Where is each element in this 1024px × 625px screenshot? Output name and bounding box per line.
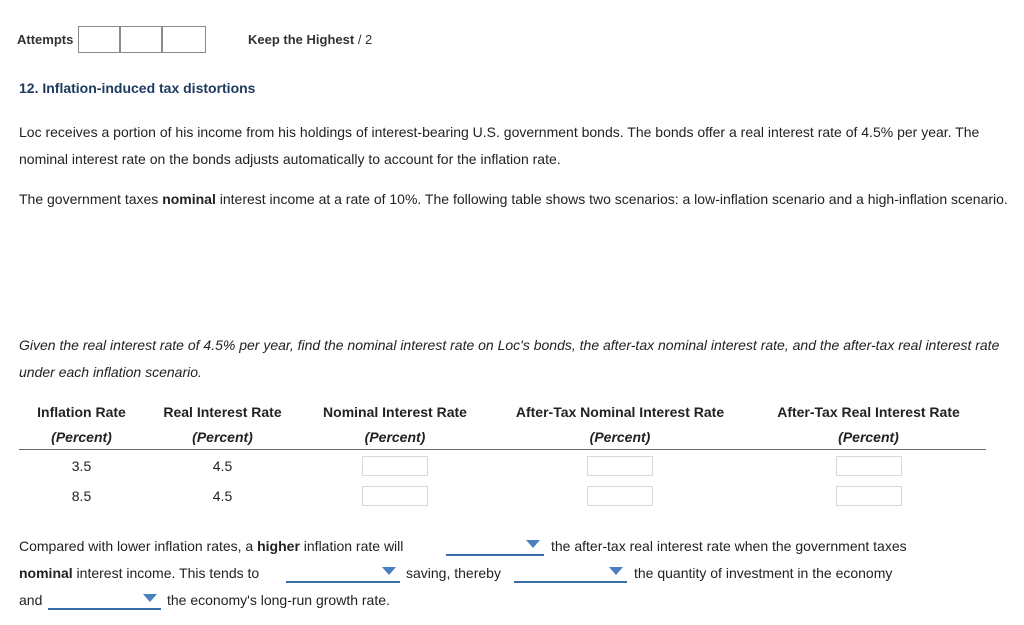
tax-text-before: The government taxes xyxy=(19,191,163,207)
sentence-part-3 xyxy=(19,565,259,581)
after-tax-real-input[interactable] xyxy=(836,486,902,506)
after-tax-nominal-input[interactable] xyxy=(587,486,653,506)
tax-text-after: interest income at a rate of 10%. The following table shows two scenarios: a low-inflation scenario and a high-inflation scenario. xyxy=(215,191,1008,207)
sentence-part-6: and xyxy=(19,592,43,608)
col-header-after-tax-real: After-Tax Real Interest Rate xyxy=(777,403,960,420)
inflation-rate-cell: 3.5 xyxy=(71,457,92,474)
chevron-down-icon xyxy=(143,594,157,602)
sentence-part-1 xyxy=(19,538,403,554)
real-rate-cell: 4.5 xyxy=(212,487,233,504)
after-tax-real-cell xyxy=(751,482,986,510)
dropdown-growth-effect[interactable] xyxy=(48,586,161,610)
after-tax-nominal-cell xyxy=(489,450,751,482)
col-header-after-tax-nominal: After-Tax Nominal Interest Rate xyxy=(515,403,725,420)
attempt-box xyxy=(121,27,163,52)
nominal-rate-cell xyxy=(301,450,489,482)
keep-highest-label: Keep the Highest xyxy=(248,32,355,47)
sentence-text: interest income. This tends to xyxy=(72,565,260,581)
keep-highest-value: / 2 xyxy=(357,32,373,47)
tax-text-bold: nominal xyxy=(162,191,216,207)
rates-table xyxy=(19,399,986,510)
after-tax-real-input[interactable] xyxy=(836,456,902,476)
intro-paragraph: Loc receives a portion of his income from his holdings of interest-bearing U.S. government bonds. The bonds offer a real interest rate of 4.5% per year. The nominal interest rate on the bonds adjusts automatically to account for the inflation rate. xyxy=(19,124,980,167)
col-subheader: (Percent) xyxy=(301,424,489,450)
col-subheader: (Percent) xyxy=(751,424,986,450)
nominal-rate-input[interactable] xyxy=(362,486,428,506)
sentence-part-2: the after-tax real interest rate when the government taxes xyxy=(551,538,907,554)
sentence-bold-nominal: nominal xyxy=(19,565,73,581)
question-title: 12. Inflation-induced tax distortions xyxy=(19,80,256,96)
attempt-box xyxy=(79,27,121,52)
table-header-row xyxy=(19,399,986,424)
sentence-text: Compared with lower inflation rates, a xyxy=(19,538,258,554)
tax-paragraph xyxy=(19,186,1009,213)
sentence-bold-higher: higher xyxy=(257,538,300,554)
after-tax-real-cell xyxy=(751,450,986,482)
attempts-bar xyxy=(17,26,206,53)
dropdown-inflation-effect[interactable] xyxy=(446,532,544,556)
nominal-rate-input[interactable] xyxy=(362,456,428,476)
after-tax-nominal-cell xyxy=(489,482,751,510)
chevron-down-icon xyxy=(526,540,540,548)
col-subheader: (Percent) xyxy=(489,424,751,450)
chevron-down-icon xyxy=(382,567,396,575)
dropdown-investment-effect[interactable] xyxy=(514,559,627,583)
sentence-part-7: the economy's long-run growth rate. xyxy=(167,592,390,608)
col-subheader: (Percent) xyxy=(19,424,144,450)
col-header-real: Real Interest Rate xyxy=(163,403,282,420)
keep-highest xyxy=(248,32,372,47)
chevron-down-icon xyxy=(609,567,623,575)
attempt-box xyxy=(163,27,205,52)
sentence-text: inflation rate will xyxy=(299,538,404,554)
col-subheader: (Percent) xyxy=(144,424,301,450)
table-subheader-row xyxy=(19,424,986,450)
sentence-part-5: the quantity of investment in the economy xyxy=(634,565,893,581)
col-header-nominal: Nominal Interest Rate xyxy=(323,403,467,420)
col-header-inflation: Inflation Rate xyxy=(37,403,126,420)
attempts-label: Attempts xyxy=(17,32,74,47)
after-tax-nominal-input[interactable] xyxy=(587,456,653,476)
nominal-rate-cell xyxy=(301,482,489,510)
table-row xyxy=(19,482,986,510)
table-row xyxy=(19,450,986,482)
attempt-boxes xyxy=(78,26,206,53)
dropdown-saving-effect[interactable] xyxy=(286,559,400,583)
real-rate-cell: 4.5 xyxy=(212,457,233,474)
sentence-part-4: saving, thereby xyxy=(406,565,501,581)
instructions-paragraph: Given the real interest rate of 4.5% per year, find the nominal interest rate on Loc's bonds, the after-tax nominal interest rate, and the after-tax real interest rate under each inflation scenario. xyxy=(19,337,1000,380)
inflation-rate-cell: 8.5 xyxy=(71,487,92,504)
